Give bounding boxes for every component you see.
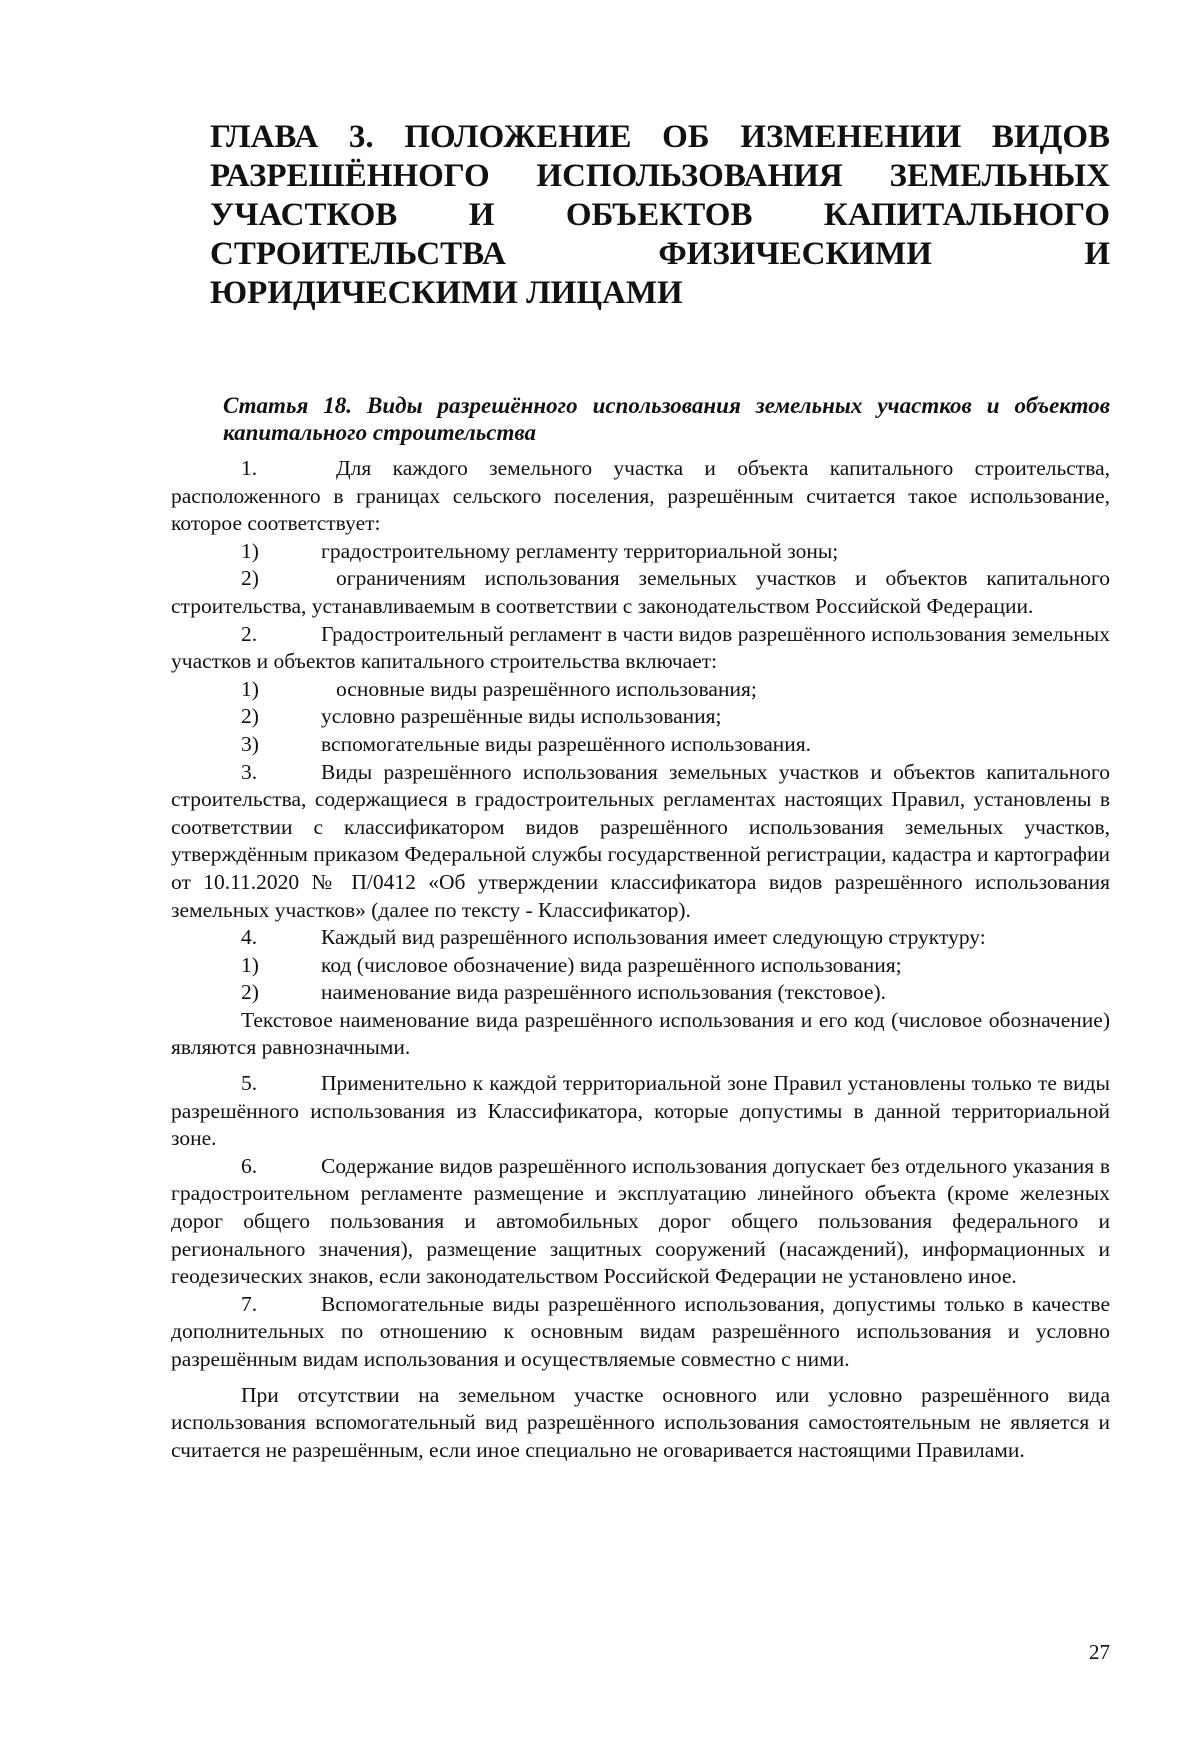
list-item-number: 2) <box>241 980 259 1005</box>
paragraph-text: Применительно к каждой территориальной зоне Правил установлены только те виды разрешённого использования из Классификатора, которые допустимы в данной территориальной зоне. <box>171 1071 1110 1151</box>
list-item-text: условно разрешённые виды использования; <box>321 704 722 729</box>
article-body <box>171 455 1110 1464</box>
paragraph-number: 3. <box>241 759 258 784</box>
paragraph-number: 2. <box>241 621 258 646</box>
paragraph-3 <box>171 759 1110 925</box>
paragraph-5 <box>171 1070 1110 1153</box>
paragraph-spacer <box>171 1062 1110 1070</box>
paragraph-number: 7. <box>241 1291 258 1316</box>
paragraph-number: 1. <box>241 456 258 480</box>
paragraph-spacer <box>171 1374 1110 1382</box>
paragraph-number: 4. <box>241 925 258 950</box>
list-item <box>171 538 1110 566</box>
list-item-number: 2) <box>241 704 259 729</box>
list-item <box>171 979 1110 1007</box>
paragraph-text: Виды разрешённого использования земельных участков и объектов капитального строительства, содержащиеся в градостроительных регламентах настоящих Правил, установлены в соответствии с классификатором видов разрешённого использования земельных участков, утверждённым приказом Федеральной службы государственной регистрации, кадастра и картографии от 10.11.2020 № П/0412 «Об утверждении классификатора видов разрешённого использования земельных участков» (далее по тексту - Классификатор). <box>171 759 1110 922</box>
list-item-number: 1) <box>241 538 259 563</box>
list-item-number: 2) <box>241 566 259 591</box>
paragraph-text: Вспомогательные виды разрешённого использования, допустимы только в качестве дополнительных по отношению к основным видам разрешённого использования и условно разрешённым видам использования и осуществляемые совместно с ними. <box>171 1291 1110 1371</box>
list-item-text: код (числовое обозначение) вида разрешённого использования; <box>321 952 902 977</box>
paragraph-text: Содержание видов разрешённого использования допускает без отдельного указания в градостроительном регламенте размещение и эксплуатацию линейного объекта (кроме железных дорог общего пользования и автомобильных дорог общего пользования федерального и регионального значения), размещение защитных сооружений (насаждений), информационных и геодезических знаков, если законодательством Российской Федерации не установлено иное. <box>171 1153 1110 1289</box>
paragraph-number: 5. <box>241 1071 258 1096</box>
article-title: Статья 18. Виды разрешённого использования земельных участков и объектов капитального строительства <box>223 393 1110 445</box>
list-item-number: 1) <box>241 952 259 977</box>
list-item <box>171 952 1110 980</box>
list-item-text: ограничениям использования земельных участков и объектов капитального строительства, устанавливаемым в соответствии с законодательством Российской Федерации. <box>171 566 1110 618</box>
paragraph-number: 6. <box>241 1153 258 1178</box>
list-item-number: 1) <box>241 676 259 701</box>
chapter-title: ГЛАВА 3. ПОЛОЖЕНИЕ ОБ ИЗМЕНЕНИИ ВИДОВ РАЗРЕШЁННОГО ИСПОЛЬЗОВАНИЯ ЗЕМЕЛЬНЫХ УЧАСТКОВ И ОБЪЕКТОВ КАПИТАЛЬНОГО СТРОИТЕЛЬСТВА ФИЗИЧЕСКИМИ И ЮРИДИЧЕСКИМИ ЛИЦАМИ <box>210 119 1110 311</box>
paragraph-6 <box>171 1153 1110 1291</box>
page-number: 27 <box>1089 1640 1110 1664</box>
list-item-text: основные виды разрешённого использования; <box>336 676 757 701</box>
paragraph-note: При отсутствии на земельном участке основного или условно разрешённого вида использования вспомогательный вид разрешённого использования самостоятельным не является и считается не разрешённым, если иное специально не оговаривается настоящими Правилами. <box>171 1382 1110 1462</box>
list-item-text: наименование вида разрешённого использования (текстовое). <box>321 980 887 1005</box>
paragraph-4 <box>171 924 1110 952</box>
list-item-text: вспомогательные виды разрешённого использования. <box>321 731 812 756</box>
paragraph-text: Каждый вид разрешённого использования имеет следующую структуру: <box>321 925 986 950</box>
list-item <box>171 565 1110 620</box>
list-item <box>171 703 1110 731</box>
paragraph-text: Для каждого земельного участка и объекта капитального строительства, расположенного в границах сельского поселения, разрешённым считается такое использование, которое соответствует: <box>171 456 1110 536</box>
paragraph-1 <box>171 455 1110 538</box>
list-item-number: 3) <box>241 731 259 756</box>
paragraph-note: Текстовое наименование вида разрешённого использования и его код (числовое обозначение) являются равнозначными. <box>171 1007 1110 1060</box>
list-item <box>171 731 1110 759</box>
list-item-text: градостроительному регламенту территориальной зоны; <box>321 538 839 563</box>
paragraph-2 <box>171 621 1110 676</box>
paragraph-7 <box>171 1291 1110 1374</box>
list-item <box>171 676 1110 704</box>
paragraph-text: Градостроительный регламент в части видов разрешённого использования земельных участков и объектов капитального строительства включает: <box>171 621 1110 674</box>
